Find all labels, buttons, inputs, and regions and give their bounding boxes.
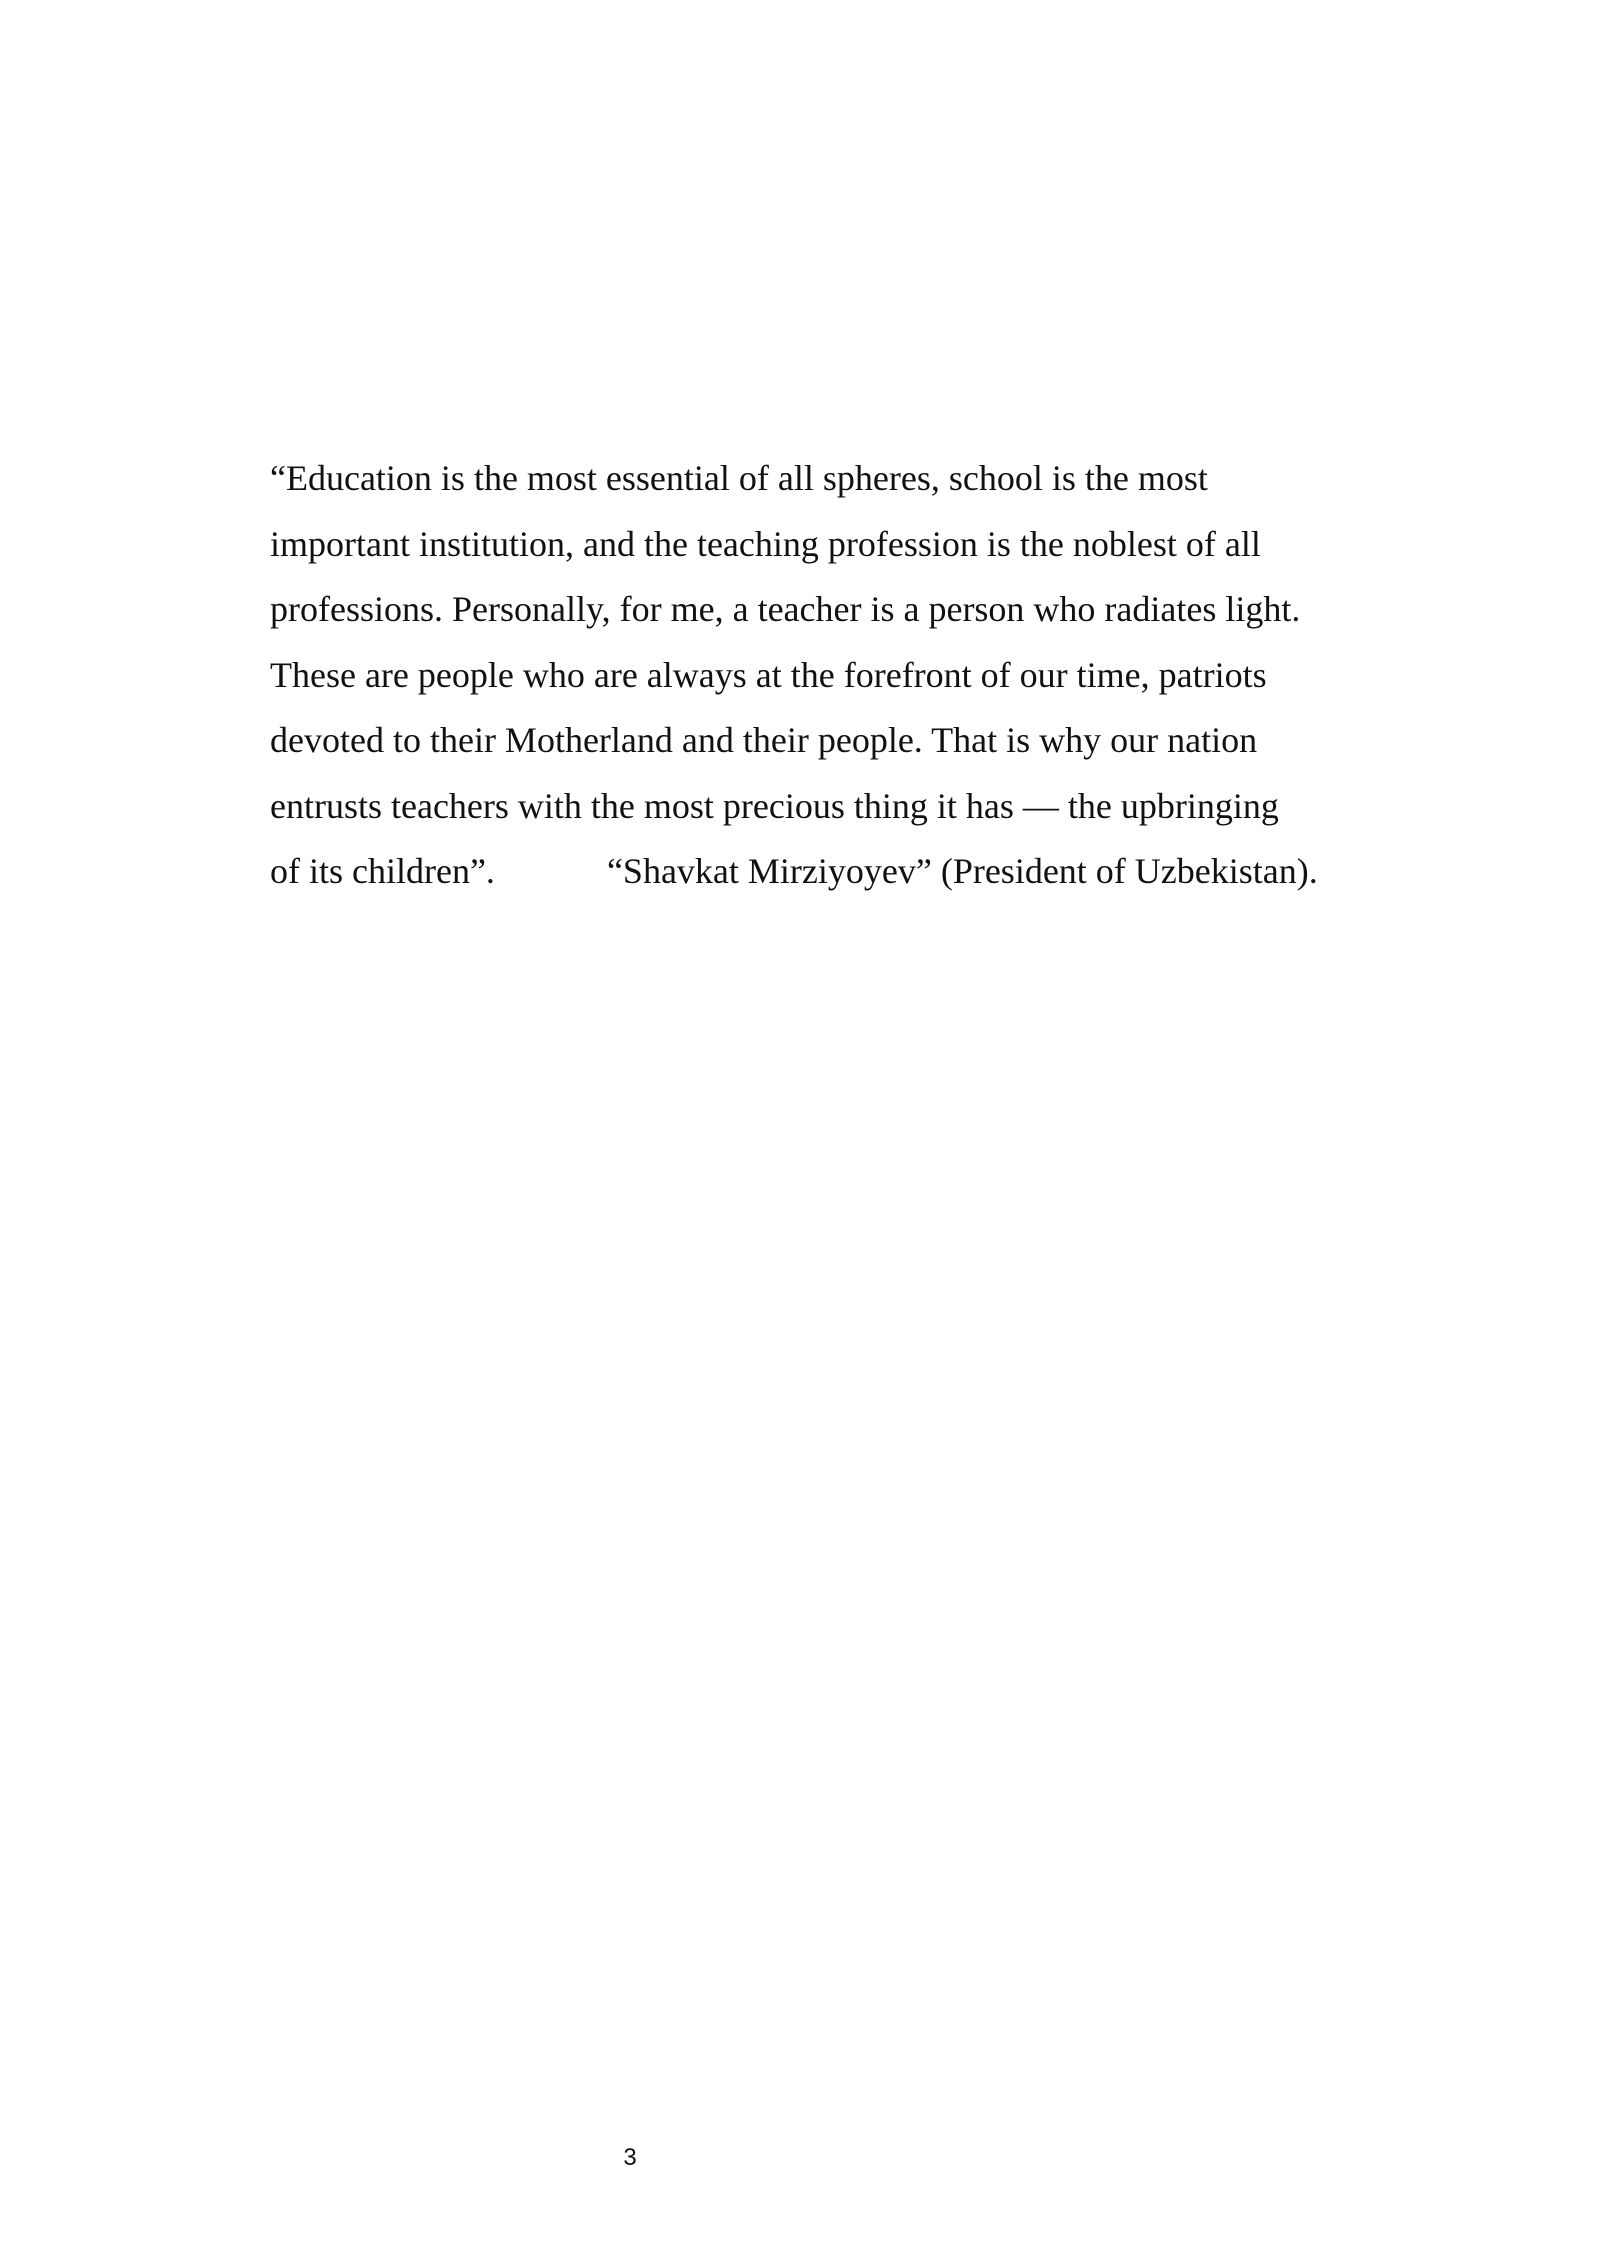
quote-line: of its children”. [270,851,495,891]
page-number: 3 [623,2144,637,2171]
quote-paragraph [270,446,1380,905]
quote-line: entrusts teachers with the most precious thing it has — the upbringing [270,785,1279,826]
quote-line: “Education is the most essential of all spheres, school is the most [270,458,1208,498]
quote-line: professions. Personally, for me, a teacher is a person who radiates light. [270,589,1301,629]
quote-line: devoted to their Motherland and their people. That is why our nation [270,720,1258,760]
quote-line: important institution, and the teaching profession is the noblest of all [270,523,1261,564]
quote-attribution: “Shavkat Mirziyoyev” (President of Uzbekistan). [606,851,1318,891]
quote-last-line [270,839,1380,905]
quote-line: These are people who are always at the forefront of our time, patriots [270,654,1267,695]
